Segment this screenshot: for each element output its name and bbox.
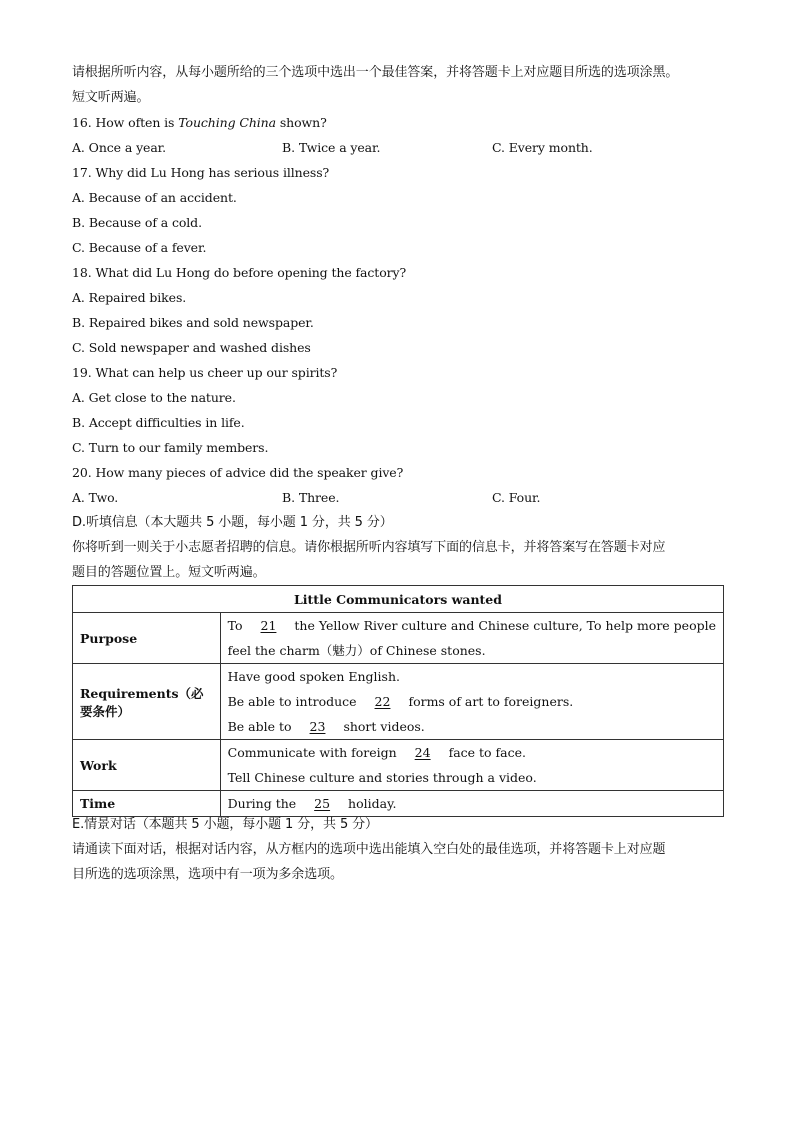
work-label: Work bbox=[73, 740, 221, 791]
option-a[interactable]: A. Get close to the nature. bbox=[72, 390, 236, 405]
section-d-desc-2: 题目的答题位置上。短文听两遍。 bbox=[72, 565, 266, 580]
option-b[interactable]: B. Repaired bikes and sold newspaper. bbox=[72, 315, 314, 330]
option-b[interactable]: B. Twice a year. bbox=[282, 140, 381, 155]
option-a[interactable]: A. Repaired bikes. bbox=[72, 290, 187, 305]
question-20-options bbox=[72, 485, 728, 510]
section-d-title: D.听填信息（本大题共 5 小题，每小题 1 分，共 5 分） bbox=[72, 515, 393, 530]
section-e bbox=[72, 812, 728, 887]
question-19-stem: 19. What can help us cheer up our spirits? bbox=[72, 365, 338, 380]
section-e-title: E.情景对话（本题共 5 小题，每小题 1 分，共 5 分） bbox=[72, 817, 378, 832]
instruction-line-2: 短文听两遍。 bbox=[72, 90, 150, 105]
work-cell: Communicate with foreign 24 face to face. Tell Chinese culture and stories through a video. bbox=[220, 740, 723, 791]
option-c[interactable]: C. Every month. bbox=[492, 140, 593, 155]
time-label: Time bbox=[73, 791, 221, 817]
section-e-desc-2: 目所选的选项涂黑，选项中有一项为多余选项。 bbox=[72, 867, 343, 882]
purpose-label: Purpose bbox=[73, 613, 221, 664]
option-a[interactable]: A. Because of an accident. bbox=[72, 190, 237, 205]
option-c[interactable]: C. Because of a fever. bbox=[72, 240, 207, 255]
purpose-cell: To 21 the Yellow River culture and Chinese culture, To help more people feel the charm（魅力）of Chinese stones. bbox=[220, 613, 723, 664]
option-a[interactable]: A. Once a year. bbox=[72, 140, 167, 155]
requirements-label: Requirements（必要条件） bbox=[73, 664, 221, 740]
blank-24[interactable]: 24 bbox=[414, 745, 431, 760]
option-c[interactable]: C. Sold newspaper and washed dishes bbox=[72, 340, 311, 355]
blank-23[interactable]: 23 bbox=[309, 719, 326, 734]
section-d-desc-1: 你将听到一则关于小志愿者招聘的信息。请你根据所听内容填写下面的信息卡，并将答案写在答题卡对应 bbox=[72, 540, 666, 555]
blank-22[interactable]: 22 bbox=[374, 694, 391, 709]
time-cell: During the 25 holiday. bbox=[220, 791, 723, 817]
question-18-stem: 18. What did Lu Hong do before opening the factory? bbox=[72, 265, 407, 280]
option-b[interactable]: B. Three. bbox=[282, 490, 340, 505]
option-c[interactable]: C. Four. bbox=[492, 490, 541, 505]
table-header: Little Communicators wanted bbox=[73, 586, 724, 613]
option-c[interactable]: C. Turn to our family members. bbox=[72, 440, 269, 455]
section-e-desc-1: 请通读下面对话，根据对话内容，从方框内的选项中选出能填入空白处的最佳选项，并将答题卡上对应题 bbox=[72, 842, 666, 857]
question-16-stem: 16. How often is Touching China shown? bbox=[72, 115, 327, 130]
option-b[interactable]: B. Because of a cold. bbox=[72, 215, 202, 230]
blank-21[interactable]: 21 bbox=[260, 618, 277, 633]
info-card-table bbox=[72, 585, 724, 817]
instruction-line-1: 请根据所听内容，从每小题所给的三个选项中选出一个最佳答案，并将答题卡上对应题目所选的选项涂黑。 bbox=[72, 65, 679, 80]
option-b[interactable]: B. Accept difficulties in life. bbox=[72, 415, 245, 430]
question-20-stem: 20. How many pieces of advice did the speaker give? bbox=[72, 465, 404, 480]
blank-25[interactable]: 25 bbox=[314, 796, 331, 811]
question-17-stem: 17. Why did Lu Hong has serious illness? bbox=[72, 165, 330, 180]
requirements-cell: Have good spoken English. Be able to introduce 22 forms of art to foreigners. Be able to 23 short videos. bbox=[220, 664, 723, 740]
listening-section bbox=[72, 60, 728, 585]
program-title: Touching China bbox=[178, 115, 276, 130]
option-a[interactable]: A. Two. bbox=[72, 490, 119, 505]
question-16-options bbox=[72, 135, 728, 160]
